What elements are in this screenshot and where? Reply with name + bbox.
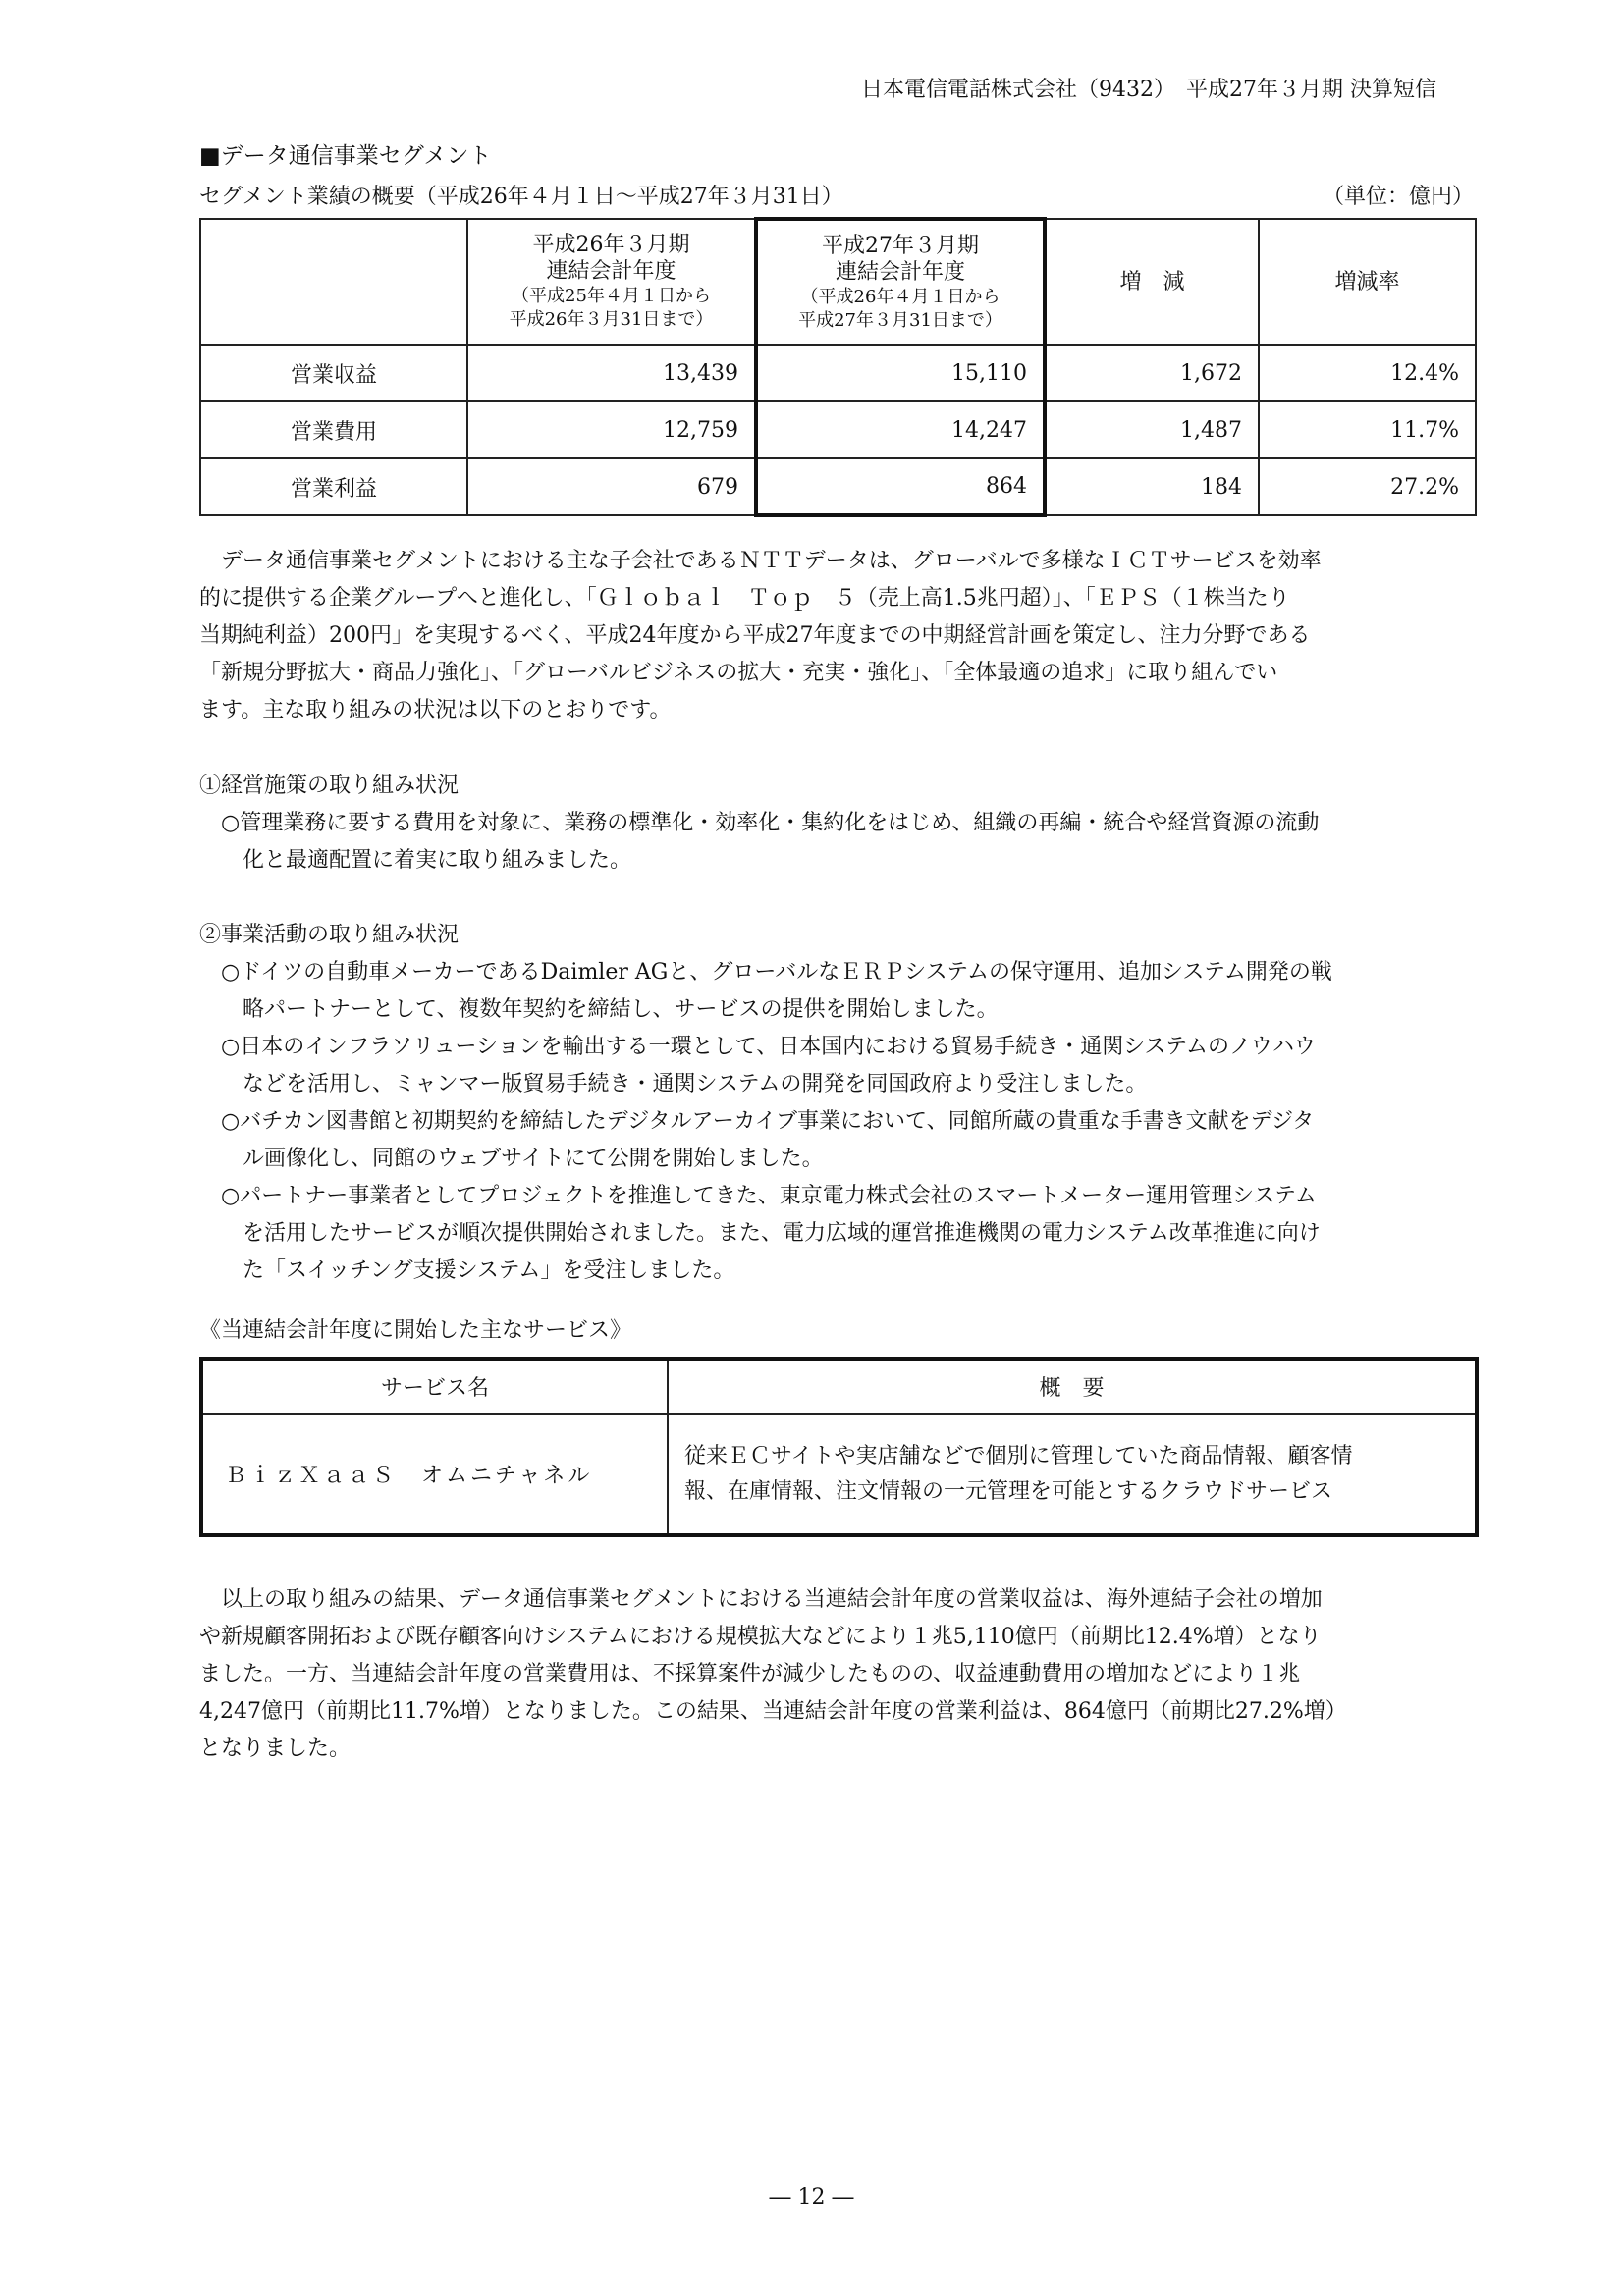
service-description: 従来ＥＣサイトや実店舗などで個別に管理していた商品情報、顧客情 報、在庫情報、注文情報の一元管理を可能とするクラウドサービス bbox=[668, 1414, 1477, 1535]
section2-line: などを活用し、ミャンマー版貿易手続き・通関システムの開発を同国政府より受注しました。 bbox=[221, 1072, 1148, 1096]
services-table bbox=[199, 1357, 1479, 1537]
section2-line: ○ドイツの自動車メーカーであるDaimler AGと、グローバルなＥＲＰシステムの保守運用、追加システム開発の戦 bbox=[221, 960, 1332, 985]
header-current-year: 平成27年３月期 連結会計年度 （平成26年４月１日から 平成27年３月31日まで） bbox=[756, 219, 1045, 345]
section1-line: ○管理業務に要する費用を対象に、業務の標準化・効率化・集約化をはじめ、組織の再編・統合や経営資源の流動 bbox=[221, 811, 1320, 835]
conclusion-line: や新規顧客開拓および既存顧客向けシステムにおける規模拡大などにより１兆5,110億円（前期比12.4%増）となり bbox=[199, 1625, 1322, 1649]
table-row: 営業費用 12,759 14,247 1,487 11.7% bbox=[200, 401, 1476, 458]
table-caption: セグメント業績の概要（平成26年４月１日～平成27年３月31日） bbox=[199, 185, 843, 209]
section2-line: ○バチカン図書館と初期契約を締結したデジタルアーカイブ事業において、同館所蔵の貴重な手書き文献をデジタ bbox=[221, 1109, 1315, 1134]
section2-line: た「スイッチング支援システム」を受注しました。 bbox=[221, 1258, 735, 1283]
section2-line: ○日本のインフラソリューションを輸出する一環として、日本国内における貿易手続き・通関システムのノウハウ bbox=[221, 1035, 1317, 1059]
header-service-name: サービス名 bbox=[201, 1359, 668, 1414]
section2-line: ル画像化し、同館のウェブサイトにて公開を開始しました。 bbox=[221, 1147, 824, 1171]
document-header: 日本電信電話株式会社（9432） 平成27年３月期 決算短信 bbox=[861, 78, 1436, 102]
table-row: 営業収益 13,439 15,110 1,672 12.4% bbox=[200, 345, 1476, 401]
section1-line: 化と最適配置に着実に取り組みました。 bbox=[221, 848, 632, 873]
header-change: 増 減 bbox=[1045, 219, 1259, 345]
intro-line: 当期純利益）200円」を実現するべく、平成24年度から平成27年度までの中期経営計画を策定し、注力分野である bbox=[199, 623, 1311, 648]
intro-line: データ通信事業セグメントにおける主な子会社であるＮＴＴデータは、グローバルで多様なＩＣＴサービスを効率 bbox=[199, 549, 1322, 573]
section1-title: ①経営施策の取り組み状況 bbox=[199, 774, 460, 798]
intro-line: ます。主な取り組みの状況は以下のとおりです。 bbox=[199, 698, 672, 722]
segment-results-table bbox=[199, 217, 1477, 517]
unit-label: （単位：億円） bbox=[1322, 185, 1474, 209]
header-overview: 概 要 bbox=[668, 1359, 1477, 1414]
conclusion-line: ました。一方、当連結会計年度の営業費用は、不採算案件が減少したものの、収益連動費用の増加などにより１兆 bbox=[199, 1662, 1301, 1686]
services-caption: 《当連結会計年度に開始した主なサービス》 bbox=[199, 1318, 632, 1343]
table-row bbox=[201, 1414, 1477, 1535]
intro-line: 「新規分野拡大・商品力強化」、「グローバルビジネスの拡大・充実・強化」、「全体最適の追求」に取り組んでい bbox=[199, 661, 1278, 685]
service-name: ＢｉｚＸａａＳ オムニチャネル bbox=[201, 1414, 668, 1535]
section2-title: ②事業活動の取り組み状況 bbox=[199, 923, 460, 947]
section-heading: ■データ通信事業セグメント bbox=[199, 143, 492, 169]
header-change-rate: 増減率 bbox=[1259, 219, 1476, 345]
section2-line: 略パートナーとして、複数年契約を締結し、サービスの提供を開始しました。 bbox=[221, 997, 999, 1022]
page-number: ― 12 ― bbox=[769, 2185, 854, 2210]
intro-line: 的に提供する企業グループへと進化し、「Ｇｌｏｂａｌ Ｔｏｐ ５（売上高1.5兆円超）」、「ＥＰＳ（１株当たり bbox=[199, 586, 1290, 611]
header-blank bbox=[200, 219, 467, 345]
section2-line: を活用したサービスが順次提供開始されました。また、電力広域的運営推進機関の電力システム改革推進に向け bbox=[221, 1221, 1321, 1246]
header-prev-year: 平成26年３月期 連結会計年度 （平成25年４月１日から 平成26年３月31日まで） bbox=[467, 219, 756, 345]
table-row: 営業利益 679 864 184 27.2% bbox=[200, 458, 1476, 515]
conclusion-line: 4,247億円（前期比11.7%増）となりました。この結果、当連結会計年度の営業利益は、864億円（前期比27.2%増） bbox=[199, 1699, 1347, 1724]
conclusion-line: となりました。 bbox=[199, 1736, 352, 1761]
section2-line: ○パートナー事業者としてプロジェクトを推進してきた、東京電力株式会社のスマートメーター運用管理システム bbox=[221, 1184, 1317, 1208]
conclusion-line: 以上の取り組みの結果、データ通信事業セグメントにおける当連結会計年度の営業収益は、海外連結子会社の増加 bbox=[199, 1587, 1323, 1612]
